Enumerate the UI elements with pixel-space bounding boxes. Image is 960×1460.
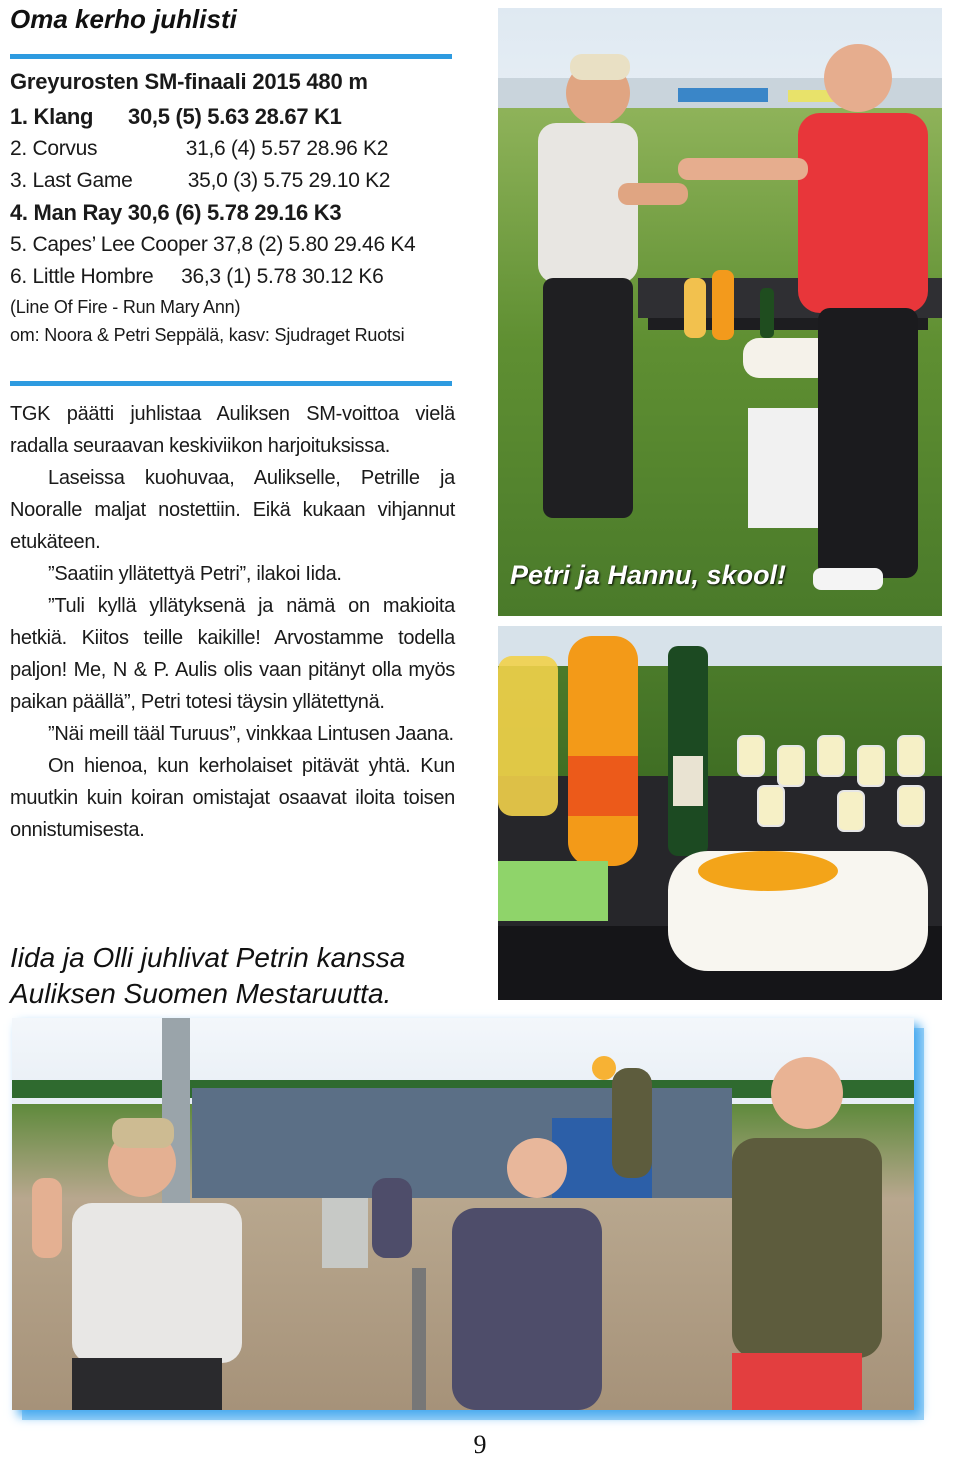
article-paragraph: ”Tuli kyllä yllätyksenä ja nämä on makioita hetkiä. Kiitos teille kaikille! Arvostamme todella paljon! Me, N & P. Aulis olis vaan pitänyt olla myös paikan päällä”, Petri totesi täysin yllätettynä. — [10, 595, 455, 713]
result-row: 4. Man Ray 30,6 (6) 5.78 29.16 K3 — [10, 200, 342, 225]
page-number: 9 — [473, 1430, 487, 1459]
photo-caption-overlay: Petri ja Hannu, skool! — [510, 560, 787, 590]
article-paragraph: Laseissa kuohuvaa, Aulikselle, Petrille ja Nooralle maljat nostettiin. Eikä kukaan vihjannut etukäteen. — [10, 467, 455, 553]
article-paragraph: ”Näi meill tääl Turuus”, vinkkaa Lintusen Jaana. — [48, 723, 454, 745]
photo-group-toast-illustration — [12, 1018, 914, 1410]
result-row: 2. Corvus 31,6 (4) 5.57 28.96 K2 — [10, 137, 389, 160]
pedigree: (Line Of Fire - Run Mary Ann) — [10, 297, 241, 317]
result-row: 6. Little Hombre 36,3 (1) 5.78 30.12 K6 — [10, 265, 384, 288]
article-paragraph: TGK päätti juhlistaa Auliksen SM-voittoa vielä radalla seuraavan keskiviikon harjoituksissa. — [10, 403, 455, 457]
result-row: 1. Klang 30,5 (5) 5.63 28.67 K1 — [10, 104, 342, 129]
results-box — [10, 54, 455, 386]
divider-bottom — [10, 381, 452, 386]
owners-breeder: om: Noora & Petri Seppälä, kasv: Sjudraget Ruotsi — [10, 325, 405, 345]
article-paragraph: On hienoa, kun kerholaiset pitävät yhtä. Kun muutkin kuin koiran omistajat osaavat iloita toisen onnistumisesta. — [10, 755, 455, 841]
photo-drinks-and-cake — [498, 626, 942, 1000]
divider-top — [10, 54, 452, 59]
result-row: 3. Last Game 35,0 (3) 5.75 29.10 K2 — [10, 169, 391, 192]
photo-men-toasting — [498, 8, 942, 616]
photo-group-toast — [12, 1018, 914, 1410]
photo-caption-bottom: Iida ja Olli juhlivat Petrin kanssa Auliksen Suomen Mestaruutta. — [10, 942, 406, 1009]
photo-drinks-and-cake-illustration — [498, 626, 942, 1000]
article-paragraph: ”Saatiin yllätettyä Petri”, ilakoi Iida. — [48, 563, 342, 585]
photo-men-toasting-illustration — [498, 8, 942, 616]
section-title: Oma kerho juhlisti — [10, 4, 237, 34]
result-row: 5. Capes’ Lee Cooper 37,8 (2) 5.80 29.46 K4 — [10, 233, 416, 256]
results-heading: Greyurosten SM-finaali 2015 480 m — [10, 69, 368, 94]
article-body — [10, 398, 455, 846]
